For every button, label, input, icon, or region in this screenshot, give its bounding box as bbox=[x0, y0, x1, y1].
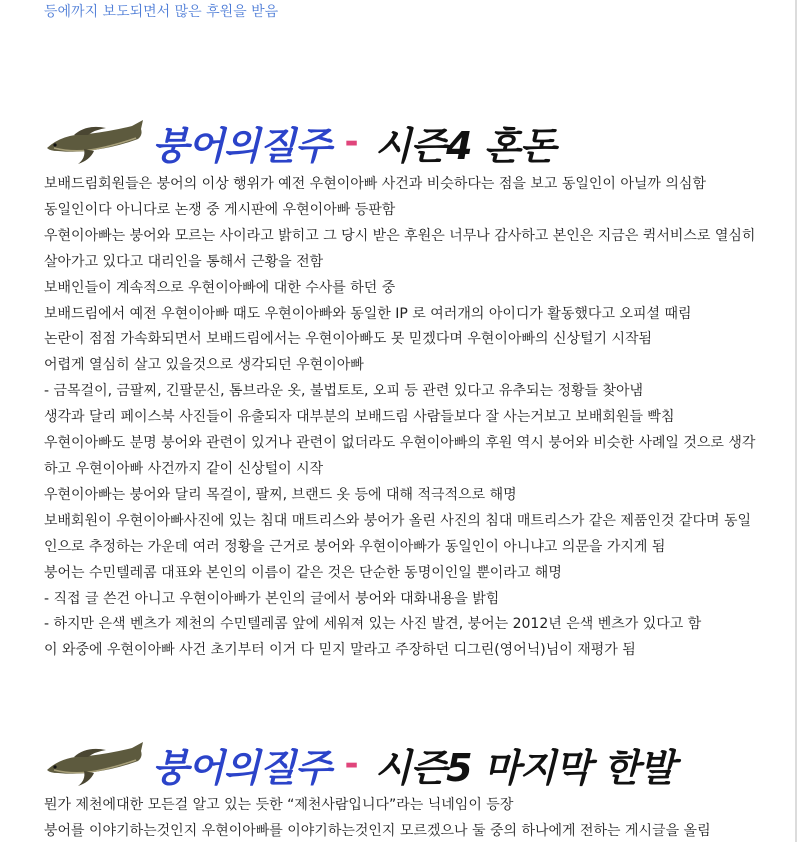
section4-paragraph: 논란이 점점 가속화되면서 보배드림에서는 우현이아빠도 못 믿겠다며 우현이아빠의 신상털기 시작됨 bbox=[44, 331, 653, 348]
section4-paragraph: 보배회원이 우현이아빠사진에 있는 침대 매트리스와 붕어가 올린 사진의 침대 매트리스가 같은 제품인것 같다며 동일인으로 추정하는 가운데 여러 정황을 근거로 붕어와 우현이아빠가 동일인이 아니냐고 의문을 가지게 됨 bbox=[44, 512, 752, 555]
section4-paragraph: 이 와중에 우현이아빠 사건 초기부터 이거 다 믿지 말라고 주장하던 디그린(영어닉)님이 재평가 됨 bbox=[44, 642, 636, 659]
section4-body bbox=[44, 172, 756, 664]
section5-title-blue: 붕어의질주 bbox=[152, 745, 331, 790]
section4-paragraph: - 직접 글 쓴건 아니고 우현이아빠가 본인의 글에서 붕어와 대화내용을 밝힘 bbox=[44, 590, 500, 607]
section5-paragraph: 뭔가 제천에대한 모든걸 알고 있는 듯한 “제천사람입니다”라는 닉네임이 등장 bbox=[44, 797, 514, 813]
carp-fish-icon bbox=[44, 740, 146, 788]
section4-title-dash: - bbox=[344, 122, 359, 162]
section4-paragraph: - 하지만 은색 벤츠가 제천의 수민텔레콤 앞에 세워져 있는 사진 발견, 붕어는 2012년 은색 벤츠가 있다고 함 bbox=[44, 616, 702, 633]
section4-heading bbox=[44, 112, 555, 172]
section5-title-dash: - bbox=[344, 744, 359, 784]
section4-title-blue: 붕어의질주 bbox=[152, 123, 331, 168]
section4-paragraph: 보배드림에서 예전 우현이아빠 때도 우현이아빠와 동일한 IP 로 여러개의 아이디가 활동했다고 오피셜 때림 bbox=[44, 305, 692, 322]
section5-heading bbox=[44, 734, 675, 794]
section4-paragraph: 우현이아빠는 붕어와 달리 목걸이, 팔찌, 브랜드 옷 등에 대해 적극적으로 해명 bbox=[44, 486, 517, 503]
section4-paragraph: 동일인이다 아니다로 논쟁 중 게시판에 우현이아빠 등판함 bbox=[44, 201, 396, 218]
previous-section-last-line: 등에까지 보도되면서 많은 후원을 받음 bbox=[44, 4, 279, 20]
section4-title-black: 시즌4 혼돈 bbox=[374, 123, 556, 168]
section4-paragraph: 어렵게 열심히 살고 있을것으로 생각되던 우현이아빠 bbox=[44, 357, 364, 374]
section5-paragraph: 붕어를 이야기하는것인지 우현이아빠를 이야기하는것인지 모르겠으나 둘 중의 하나에게 전하는 게시글을 올림 bbox=[44, 822, 711, 839]
section5-title-black: 시즌5 마지막 한발 bbox=[374, 745, 675, 790]
section4-paragraph: 붕어는 수민텔레콤 대표와 본인의 이름이 같은 것은 단순한 동명이인일 뿐이라고 해명 bbox=[44, 564, 562, 581]
section4-paragraph: - 금목걸이, 금팔찌, 긴팔문신, 톰브라운 옷, 불법토토, 오피 등 관련 있다고 유추되는 정황들 찾아냄 bbox=[44, 383, 644, 400]
section4-paragraph: 보배인들이 계속적으로 우현이아빠에 대한 수사를 하던 중 bbox=[44, 279, 396, 296]
section4-paragraph: 우현이아빠는 붕어와 모르는 사이라고 밝히고 그 당시 받은 후원은 너무나 감사하고 본인은 지금은 퀵서비스로 열심히 살아가고 있다고 대리인을 통해서 근황을 전함 bbox=[44, 227, 756, 270]
section5-body bbox=[44, 793, 756, 845]
section4-paragraph: 보배드림회원들은 붕어의 이상 행위가 예전 우현이아빠 사건과 비슷하다는 점을 보고 동일인이 아닐까 의심함 bbox=[44, 176, 706, 192]
carp-fish-icon bbox=[44, 118, 146, 166]
section4-paragraph: 생각과 달리 페이스북 사진들이 유출되자 대부분의 보배드림 사람들보다 잘 사는거보고 보배회원들 빡침 bbox=[44, 409, 675, 426]
section4-paragraph: 우현이아빠도 분명 붕어와 관련이 있거나 관련이 없더라도 우현이아빠의 후원 역시 붕어와 비슷한 사례일 것으로 생각하고 우현이아빠 사건까지 같이 신상털이 시작 bbox=[44, 435, 756, 477]
